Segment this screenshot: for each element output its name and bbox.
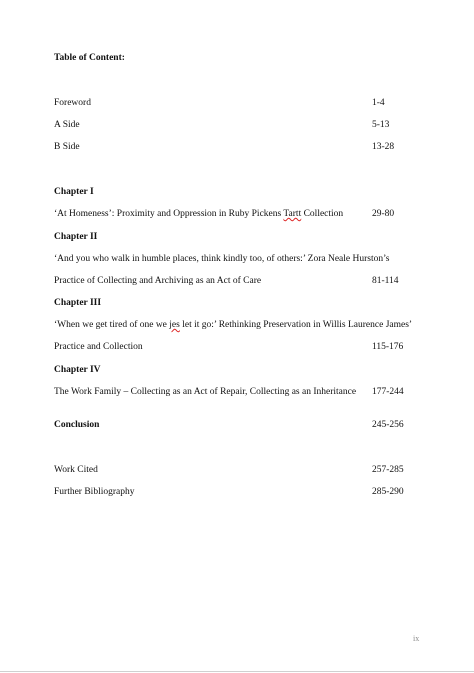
toc-entry-work-cited: Work Cited <box>54 465 98 475</box>
toc-entry-conclusion: Conclusion <box>54 420 100 430</box>
chapter-1-pages: 29-80 <box>372 209 395 219</box>
chapter-1-title <box>54 208 343 220</box>
toc-pages-conclusion: 245-256 <box>372 420 404 430</box>
toc-title: Table of Content: <box>54 53 125 63</box>
chapter-4-heading: Chapter IV <box>54 365 101 375</box>
chapter-2-title-line-1: ‘And you who walk in humble places, think kindly too, of others:’ Zora Neale Hurston’s <box>54 254 390 264</box>
chapter-2-heading: Chapter II <box>54 232 98 242</box>
page-bottom-edge <box>0 671 474 672</box>
toc-entry-a-side: A Side <box>54 120 80 130</box>
chapter-1-title-part-b: Collection <box>301 209 344 219</box>
chapter-3-title-flagged-word: jes <box>169 320 180 330</box>
chapter-3-heading: Chapter III <box>54 298 102 308</box>
toc-entry-foreword: Foreword <box>54 98 91 108</box>
chapter-3-title-part-a: ‘When we get tired of one we <box>54 320 170 330</box>
page-number: ix <box>413 634 420 643</box>
chapter-1-title-flagged-word: Tartt <box>283 209 302 219</box>
chapter-3-title-part-b: let it go:’ Rethinking Preservation in Willis Laurence James’ <box>179 320 413 330</box>
toc-entry-further-bibliography: Further Bibliography <box>54 487 135 497</box>
toc-pages-a-side: 5-13 <box>372 120 390 130</box>
chapter-3-title-line-2: Practice and Collection <box>54 342 143 352</box>
chapter-1-title-part-a: ‘At Homeness’: Proximity and Oppression in Ruby Pickens <box>54 209 284 219</box>
toc-pages-b-side: 13-28 <box>372 142 395 152</box>
toc-pages-work-cited: 257-285 <box>372 465 404 475</box>
chapter-3-title-line-1 <box>54 319 412 331</box>
chapter-2-pages: 81-114 <box>372 276 399 286</box>
chapter-2-title-line-2: Practice of Collecting and Archiving as an Act of Care <box>54 276 262 286</box>
chapter-4-pages: 177-244 <box>372 387 404 397</box>
chapter-3-pages: 115-176 <box>372 342 404 352</box>
chapter-1-heading: Chapter I <box>54 187 94 197</box>
chapter-4-title: The Work Family – Collecting as an Act of Repair, Collecting as an Inheritance <box>54 387 357 397</box>
toc-pages-further-bibliography: 285-290 <box>372 487 404 497</box>
toc-pages-foreword: 1-4 <box>372 98 385 108</box>
toc-entry-b-side: B Side <box>54 142 80 152</box>
